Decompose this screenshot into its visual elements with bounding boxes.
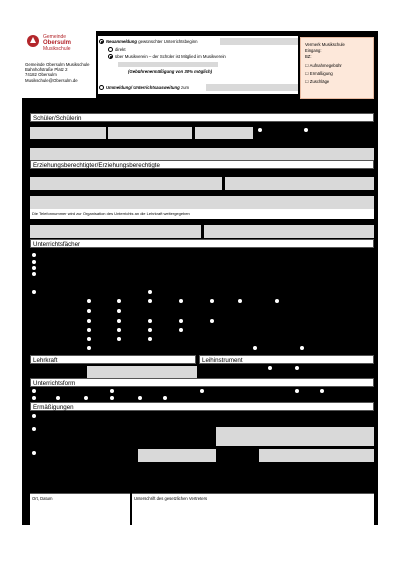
- new-registration-radio[interactable]: [99, 39, 104, 44]
- logo-text: [43, 34, 71, 52]
- address-line: Musikschule@Obersulm.de: [25, 77, 78, 83]
- subject-checkbox[interactable]: [32, 266, 36, 270]
- subject-checkbox[interactable]: [32, 260, 36, 264]
- music-school-logo-icon: [26, 34, 40, 48]
- gender-female-radio[interactable]: [304, 128, 308, 132]
- subject-checkbox[interactable]: [32, 290, 36, 294]
- discount-checkbox[interactable]: [32, 414, 36, 418]
- lesson-duration-radio[interactable]: [138, 396, 142, 400]
- instrument-checkbox[interactable]: [117, 309, 121, 313]
- lesson-duration-radio[interactable]: [84, 396, 88, 400]
- teacher-name-field[interactable]: [87, 366, 197, 378]
- instrument-checkbox[interactable]: [210, 319, 214, 323]
- instrument-checkbox[interactable]: [87, 299, 91, 303]
- office-check-reduction[interactable]: ☐ Ermäßigung: [305, 71, 333, 76]
- school-address: [25, 62, 89, 83]
- subject-checkbox[interactable]: [32, 253, 36, 257]
- instrument-checkbox[interactable]: [148, 328, 152, 332]
- lesson-form-radio[interactable]: [320, 389, 324, 393]
- guardian-phone-field[interactable]: [225, 177, 374, 190]
- instrument-checkbox[interactable]: [87, 309, 91, 313]
- discount-detail-field-2[interactable]: [259, 449, 374, 462]
- instrument-checkbox[interactable]: [148, 319, 152, 323]
- instrument-checkbox[interactable]: [210, 299, 214, 303]
- via-club-label: über Musikverein – der Schüler ist Mitglied im Musikverein: [115, 54, 226, 59]
- guardian-extra-field-1[interactable]: [30, 225, 201, 238]
- discount-checkbox[interactable]: [32, 451, 36, 455]
- instrument-checkbox[interactable]: [117, 328, 121, 332]
- address-line: 74182 Obersulm: [25, 72, 57, 78]
- start-date-field[interactable]: [220, 38, 298, 45]
- instrument-checkbox[interactable]: [179, 299, 183, 303]
- rental-no-radio[interactable]: [295, 366, 299, 370]
- instrument-checkbox[interactable]: [300, 346, 304, 350]
- guardian-extra-field-2[interactable]: [204, 225, 374, 238]
- instrument-checkbox[interactable]: [179, 328, 183, 332]
- instrument-checkbox[interactable]: [179, 319, 183, 323]
- place-date-label: Ort, Datum: [32, 496, 53, 501]
- guardian-signature-label: Unterschrift des gesetzlichen Vertreters: [134, 496, 208, 501]
- lesson-form-radio[interactable]: [32, 389, 36, 393]
- instrument-checkbox[interactable]: [253, 346, 257, 350]
- lesson-duration-radio[interactable]: [163, 396, 167, 400]
- rental-yes-radio[interactable]: [268, 366, 272, 370]
- section-discounts: [30, 402, 374, 411]
- sibling-name-field[interactable]: [216, 427, 374, 446]
- logo-line-3: Musikschule: [43, 46, 71, 52]
- guardian-email-field[interactable]: [30, 196, 374, 209]
- change-registration-option: [106, 85, 189, 90]
- lesson-duration-radio[interactable]: [56, 396, 60, 400]
- place-date-field[interactable]: [30, 493, 130, 526]
- lesson-form-radio[interactable]: [110, 389, 114, 393]
- student-firstname-field[interactable]: [108, 127, 192, 139]
- section-rental-instrument: [199, 355, 374, 364]
- school-header: [22, 31, 96, 98]
- reduction-note: (Gebührenermäßigung von 30% möglich): [128, 69, 213, 74]
- section-lesson-form: [30, 378, 374, 387]
- club-name-field[interactable]: [118, 62, 218, 67]
- office-check-surcharge[interactable]: ☐ Zuschläge: [305, 79, 330, 84]
- guardian-name-field[interactable]: [30, 177, 222, 190]
- change-registration-radio[interactable]: [99, 85, 104, 90]
- direct-radio[interactable]: [108, 47, 113, 52]
- instrument-checkbox[interactable]: [87, 319, 91, 323]
- office-entry: Eingang:: [305, 48, 322, 53]
- logo-line-2: Obersulm: [43, 40, 72, 46]
- instrument-checkbox[interactable]: [117, 337, 121, 341]
- new-registration-option: [106, 39, 197, 44]
- lesson-form-radio[interactable]: [200, 389, 204, 393]
- change-registration-suffix: zum: [179, 85, 190, 90]
- section-guardian: [30, 160, 374, 169]
- instrument-checkbox[interactable]: [148, 337, 152, 341]
- discount-detail-field-1[interactable]: [138, 449, 216, 462]
- subject-checkbox[interactable]: [148, 290, 152, 294]
- student-lastname-field[interactable]: [30, 127, 106, 139]
- instrument-checkbox[interactable]: [87, 337, 91, 341]
- student-birthdate-field[interactable]: [195, 127, 253, 139]
- discount-checkbox[interactable]: [32, 427, 36, 431]
- office-check-fee[interactable]: ☐ Aufnahmegebühr: [305, 63, 342, 68]
- address-line: Gemeinde Obersulm Musikschule: [25, 62, 90, 67]
- instrument-checkbox[interactable]: [275, 299, 279, 303]
- section-teacher: [30, 355, 196, 364]
- instrument-checkbox[interactable]: [87, 346, 91, 350]
- gender-male-radio[interactable]: [258, 128, 262, 132]
- section-student: [30, 113, 374, 122]
- guardian-signature-field[interactable]: [132, 493, 374, 526]
- phone-note: Die Telefonnummer wird zur Organisation des Unterrichts an die Lehrkraft weitergegeben: [30, 209, 374, 219]
- lesson-form-radio[interactable]: [295, 389, 299, 393]
- change-date-field[interactable]: [206, 84, 298, 91]
- new-registration-label: Neuanmeldung: [106, 39, 138, 44]
- lesson-duration-radio[interactable]: [32, 396, 36, 400]
- section-subjects: [30, 239, 374, 248]
- instrument-checkbox[interactable]: [148, 299, 152, 303]
- student-address-field[interactable]: [30, 148, 374, 160]
- section-lesson-form-title: Unterrichtsform: [33, 380, 76, 387]
- section-rental-title: Leihinstrument: [202, 357, 243, 364]
- section-subjects-title: Unterrichtsfächer: [33, 241, 81, 248]
- section-guardian-title: Erziehungsberechtigter/Erziehungsberechtigte: [33, 162, 160, 169]
- instrument-checkbox[interactable]: [117, 299, 121, 303]
- lesson-duration-radio[interactable]: [110, 396, 114, 400]
- office-title: Vermerk Musikschule: [305, 42, 345, 47]
- section-teacher-title: Lehrkraft: [33, 357, 58, 364]
- logo-line-1: Gemeinde: [43, 34, 67, 40]
- instrument-checkbox[interactable]: [238, 299, 242, 303]
- direct-label: direkt: [115, 47, 126, 52]
- address-line: Bahnhofstraße Platz 2: [25, 67, 68, 73]
- via-club-radio[interactable]: [108, 54, 113, 59]
- new-registration-suffix: gewünschter Unterrichtsbeginn: [137, 39, 198, 44]
- change-registration-label: Ummeldung/ Unterrichtsausweitung: [106, 85, 180, 90]
- section-discounts-title: Ermäßigungen: [33, 404, 74, 411]
- office-bz: BZ:: [305, 54, 312, 59]
- office-use-box: [300, 37, 374, 99]
- instrument-checkbox[interactable]: [117, 319, 121, 323]
- registration-type: [98, 36, 298, 94]
- section-student-title: Schüler/Schülerin: [33, 115, 82, 122]
- instrument-checkbox[interactable]: [87, 328, 91, 332]
- subject-checkbox[interactable]: [32, 272, 36, 276]
